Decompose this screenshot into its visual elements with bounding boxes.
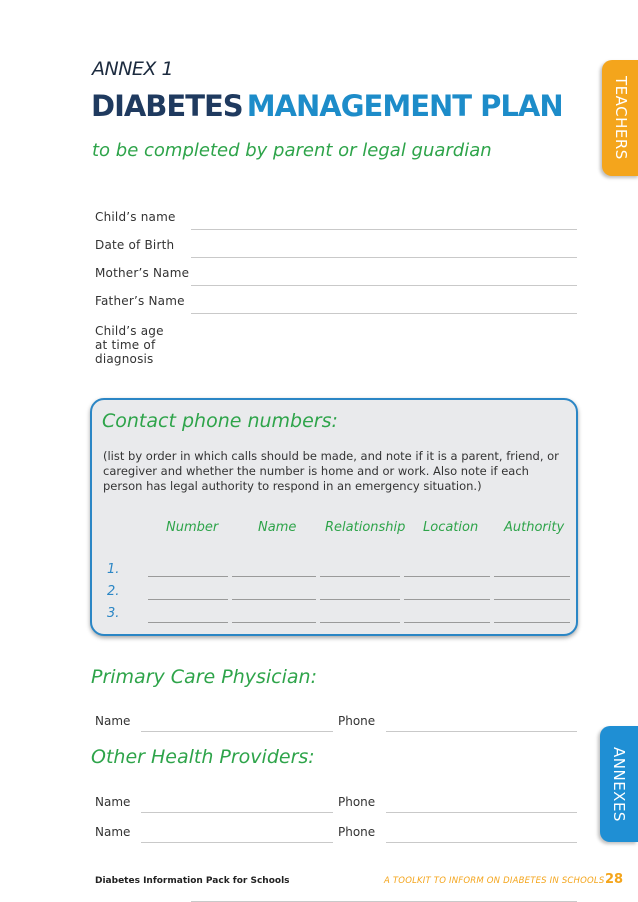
contact-cell-input[interactable] bbox=[494, 576, 570, 577]
contact-cell-input[interactable] bbox=[320, 599, 400, 600]
fathers-name-field bbox=[95, 294, 577, 314]
provider-row bbox=[95, 795, 577, 813]
contact-instructions: (list by order in which calls should be made, and note if it is a parent, friend, or caregiver and whether the number is home and or work. Also note if each person has legal authority to respond in an emergency situation.) bbox=[103, 449, 559, 493]
column-header-location: Location bbox=[423, 520, 479, 535]
other-health-providers-heading: Other Health Providers: bbox=[91, 746, 315, 768]
column-header-authority: Authority bbox=[504, 520, 565, 535]
provider-name-input[interactable] bbox=[141, 812, 333, 813]
column-header-name: Name bbox=[258, 520, 297, 535]
field-label: Child’s name bbox=[95, 210, 176, 224]
name-label: Name bbox=[95, 714, 131, 728]
page-number: 28 bbox=[605, 872, 624, 887]
contact-cell-input[interactable] bbox=[148, 576, 228, 577]
date-of-birth-field bbox=[95, 238, 577, 258]
provider-phone-input[interactable] bbox=[386, 812, 577, 813]
childs-name-input[interactable] bbox=[191, 229, 577, 230]
contact-cell-input[interactable] bbox=[148, 622, 228, 623]
physician-name-input[interactable] bbox=[141, 731, 333, 732]
field-label: Date of Birth bbox=[95, 238, 175, 252]
row-number: 1. bbox=[107, 562, 120, 577]
contact-cell-input[interactable] bbox=[404, 576, 490, 577]
column-header-relationship: Relationship bbox=[325, 520, 406, 535]
tab-annexes[interactable] bbox=[600, 726, 638, 842]
age-at-diagnosis-label: Child’s age at time of diagnosis bbox=[95, 324, 164, 366]
contact-cell-input[interactable] bbox=[232, 622, 316, 623]
primary-care-physician-heading: Primary Care Physician: bbox=[91, 666, 317, 688]
row-number: 2. bbox=[107, 584, 120, 599]
row-number: 3. bbox=[107, 606, 120, 621]
contact-cell-input[interactable] bbox=[320, 576, 400, 577]
contact-cell-input[interactable] bbox=[494, 599, 570, 600]
contact-cell-input[interactable] bbox=[148, 599, 228, 600]
title-part-1: DIABETES bbox=[91, 89, 243, 123]
physician-row bbox=[95, 714, 577, 732]
phone-label: Phone bbox=[338, 714, 376, 728]
contact-cell-input[interactable] bbox=[232, 576, 316, 577]
fathers-name-input[interactable] bbox=[191, 313, 577, 314]
contact-numbers-panel bbox=[90, 398, 578, 636]
annex-label: ANNEX 1 bbox=[92, 58, 174, 80]
provider-row bbox=[95, 825, 577, 843]
tab-annexes-label: ANNEXES bbox=[610, 746, 628, 822]
physician-phone-input[interactable] bbox=[386, 731, 577, 732]
phone-label: Phone bbox=[338, 825, 376, 839]
field-label: Mother’s Name bbox=[95, 266, 190, 280]
childs-name-field bbox=[95, 210, 577, 230]
tab-teachers[interactable] bbox=[602, 60, 638, 176]
name-label: Name bbox=[95, 825, 131, 839]
contact-cell-input[interactable] bbox=[404, 622, 490, 623]
provider-name-input[interactable] bbox=[141, 842, 333, 843]
mothers-name-field bbox=[95, 266, 577, 286]
provider-phone-input[interactable] bbox=[386, 842, 577, 843]
contact-numbers-heading: Contact phone numbers: bbox=[102, 410, 338, 432]
contact-cell-input[interactable] bbox=[494, 622, 570, 623]
column-header-number: Number bbox=[166, 520, 219, 535]
contact-cell-input[interactable] bbox=[232, 599, 316, 600]
page-subtitle: to be completed by parent or legal guardian bbox=[92, 140, 492, 161]
contact-cell-input[interactable] bbox=[320, 622, 400, 623]
page-title bbox=[91, 89, 563, 123]
field-label: Father’s Name bbox=[95, 294, 185, 308]
footer-tagline: A TOOLKIT TO INFORM ON DIABETES IN SCHOOLS bbox=[384, 876, 605, 886]
title-part-2: MANAGEMENT PLAN bbox=[246, 89, 563, 123]
footer-publication: Diabetes Information Pack for Schools bbox=[95, 876, 290, 886]
mothers-name-input[interactable] bbox=[191, 285, 577, 286]
name-label: Name bbox=[95, 795, 131, 809]
phone-label: Phone bbox=[338, 795, 376, 809]
date-of-birth-input[interactable] bbox=[191, 257, 577, 258]
contact-cell-input[interactable] bbox=[404, 599, 490, 600]
tab-teachers-label: TEACHERS bbox=[612, 76, 630, 160]
